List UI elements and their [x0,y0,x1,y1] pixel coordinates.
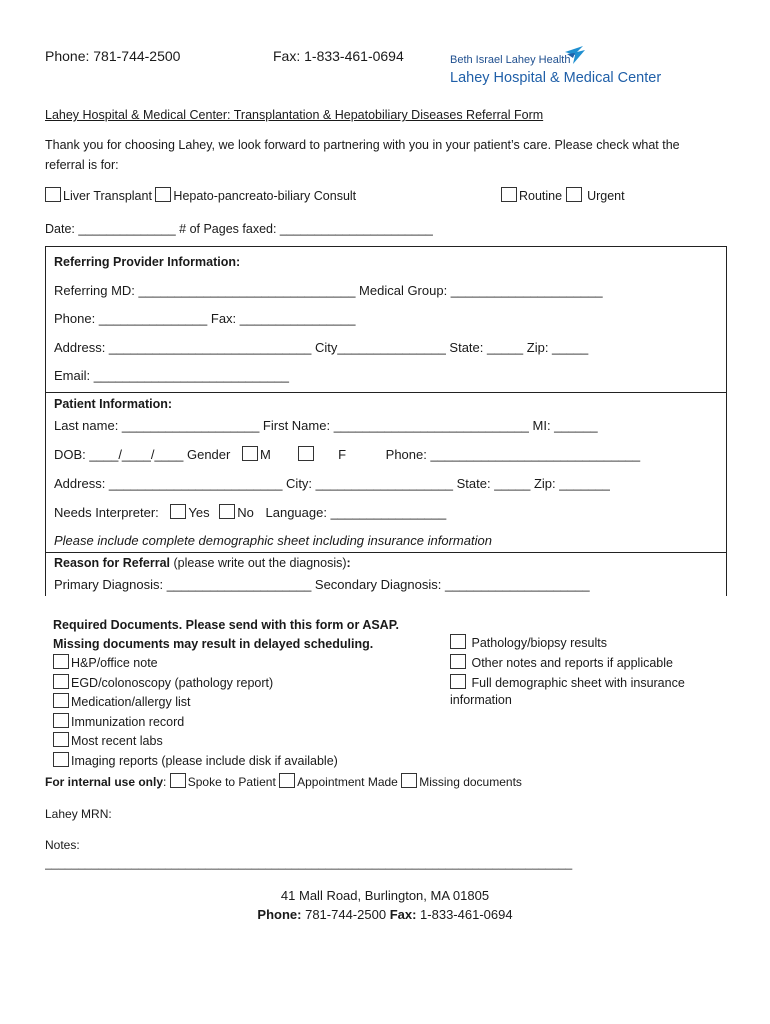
reason-heading-row [54,556,351,570]
urgent-label: Urgent [587,189,625,203]
documents-heading-1: Required Documents. Please send with this form or ASAP. [53,618,399,632]
patient-info-section [45,392,727,552]
header-phone: Phone: 781-744-2500 [45,48,181,64]
patient-phone-field[interactable]: Phone: _____________________________ [385,447,641,462]
demographic-note: Please include complete demographic sheet including insurance information [54,533,492,548]
provider-heading: Referring Provider Information: [54,255,241,269]
liver-transplant-label: Liver Transplant [63,189,152,203]
notes-line[interactable]: _______________________________________________________________________________ [45,856,573,870]
document-item [53,693,338,713]
internal-use-label: For internal use only [45,775,164,789]
reason-heading-colon: : [346,556,351,570]
date-pages-line: Date: ______________ # of Pages faxed: ______________________ [45,222,433,236]
document-item [53,713,338,733]
gender-m-checkbox[interactable] [242,446,258,461]
missing-docs-checkbox[interactable] [401,773,417,788]
documents-left-list [53,654,338,772]
footer-contact [0,907,770,922]
reason-heading-note: (please write out the diagnosis) [173,556,347,570]
spoke-checkbox[interactable] [170,773,186,788]
document-item [53,752,338,772]
documents-right-list [450,634,685,707]
footer-fax-value: 1-833-461-0694 [420,907,513,922]
interpreter-no-checkbox[interactable] [219,504,235,519]
provider-phone-fax-field[interactable]: Phone: _______________ Fax: ________________ [54,311,356,326]
document-item [450,674,685,693]
missing-docs-label: Missing documents [419,775,522,789]
doc-medication-checkbox[interactable] [53,693,69,708]
interpreter-yes-checkbox[interactable] [170,504,186,519]
doc-labs-label: Most recent labs [71,734,163,749]
doc-immunization-label: Immunization record [71,714,185,729]
document-item [450,654,685,674]
doc-immunization-checkbox[interactable] [53,713,69,728]
header-fax: Fax: 1-833-461-0694 [273,48,404,64]
logo [450,44,662,90]
doc-labs-checkbox[interactable] [53,732,69,747]
hpb-consult-checkbox[interactable] [155,187,171,202]
routine-checkbox[interactable] [501,187,517,202]
referring-md-field[interactable]: Referring MD: ______________________________ Medical Group: _____________________ [54,283,603,298]
document-item [53,732,338,752]
reason-heading: Reason for Referral [54,556,171,570]
hpb-consult-label: Hepato-pancreato-biliary Consult [173,189,357,203]
provider-email-field[interactable]: Email: ___________________________ [54,368,289,383]
document-item [450,634,685,654]
doc-medication-label: Medication/allergy list [71,695,191,710]
routine-label: Routine [519,189,563,203]
priority-options-row [501,187,625,203]
appointment-checkbox[interactable] [279,773,295,788]
gender-f-label: F [338,447,347,462]
document-item-continued: information [450,693,512,707]
gender-m-label: M [259,447,271,462]
form-title: Lahey Hospital & Medical Center: Transplantation & Hepatobiliary Diseases Referral Form [45,108,544,122]
patient-address-field[interactable]: Address: ________________________ City: ___________________ State: _____ Zip: _______ [54,476,610,491]
interpreter-label: Needs Interpreter: [54,505,159,520]
footer-fax-label: Fax: [389,907,417,922]
spoke-label: Spoke to Patient [187,775,276,789]
documents-heading-2: Missing documents may result in delayed scheduling. [53,637,374,651]
lahey-mrn-field: Lahey MRN: [45,807,112,821]
patient-dob-gender-row [54,446,640,462]
footer-phone-label: Phone: [257,907,302,922]
doc-pathology-checkbox[interactable] [450,634,466,649]
doc-pathology-label: Pathology/biopsy results [471,636,607,650]
internal-use-colon: : [163,775,167,789]
internal-use-row [45,773,522,789]
logo-hospital-name: Lahey Hospital & Medical Center [450,70,662,86]
document-item [53,674,338,694]
doc-hp-label: H&P/office note [71,656,158,670]
notes-label: Notes: [45,838,80,852]
patient-heading: Patient Information: [54,397,173,411]
footer-address: 41 Mall Road, Burlington, MA 01805 [280,888,490,903]
doc-hp-checkbox[interactable] [53,654,69,669]
logo-org-name: Beth Israel Lahey Health [450,54,571,66]
doc-demographic-checkbox[interactable] [450,674,466,689]
footer-phone-value: 781-744-2500 [305,907,387,922]
interpreter-no-label: No [237,505,254,520]
doc-egd-label: EGD/colonoscopy (pathology report) [71,675,274,690]
reason-section [45,552,727,596]
patient-name-field[interactable]: Last name: ___________________ First Name: ___________________________ MI: ______ [54,418,598,433]
referral-options-row [45,187,356,203]
referring-provider-section [45,246,727,392]
dob-gender-label: DOB: ____/____/____ Gender [54,447,231,462]
interpreter-row [54,504,446,520]
appointment-label: Appointment Made [297,775,398,789]
doc-imaging-label: Imaging reports (please include disk if available) [71,753,338,768]
document-item [53,654,338,674]
intro-line-1: Thank you for choosing Lahey, we look forward to partnering with you in your patient’s care. Please check what the [45,138,680,152]
doc-imaging-checkbox[interactable] [53,752,69,767]
provider-address-field[interactable]: Address: ____________________________ City_______________ State: _____ Zip: _____ [54,340,589,355]
language-field[interactable]: Language: ________________ [265,505,447,520]
diagnosis-field[interactable]: Primary Diagnosis: ____________________ Secondary Diagnosis: ____________________ [54,577,590,592]
intro-line-2: referral is for: [45,158,119,172]
gender-f-checkbox[interactable] [298,446,314,461]
interpreter-yes-label: Yes [188,505,210,520]
doc-egd-checkbox[interactable] [53,674,69,689]
doc-demographic-label: Full demographic sheet with insurance [471,676,685,690]
liver-transplant-checkbox[interactable] [45,187,61,202]
doc-other-notes-checkbox[interactable] [450,654,466,669]
doc-other-notes-label: Other notes and reports if applicable [471,656,673,670]
urgent-checkbox[interactable] [566,187,582,202]
